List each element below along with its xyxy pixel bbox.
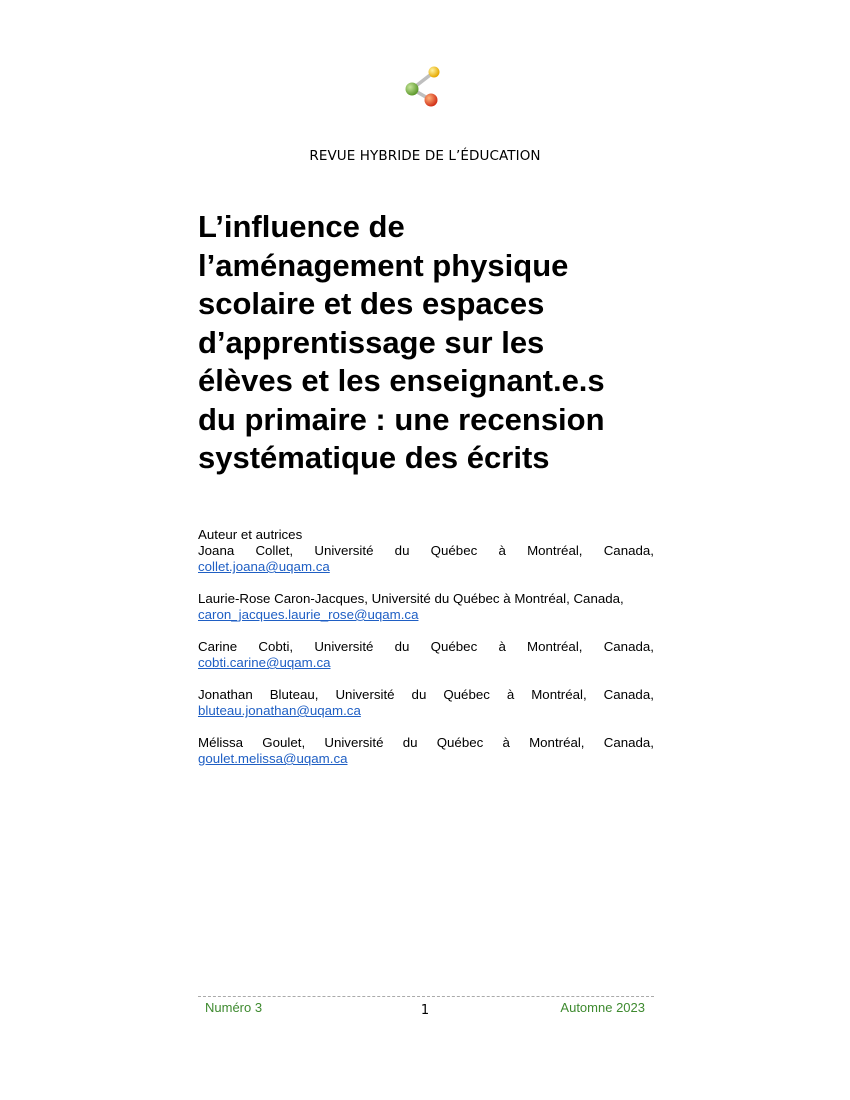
affiliation-word: Canada, [603,687,654,702]
affiliation-word: Cobti, [258,639,294,654]
affiliation-word: Canada, [603,639,654,654]
affiliation-word: du [394,543,410,558]
authors-heading: Auteur et autrices [198,527,303,542]
affiliation-word: Québec [436,735,484,750]
author-affiliation [198,639,654,655]
title-line: l’aménagement physique [198,247,569,283]
affiliation-word: à [498,543,506,558]
affiliation-word: du [394,639,410,654]
molecule-logo-icon [398,62,448,112]
title-line: scolaire et des espaces [198,286,545,321]
author-list [198,527,654,783]
issue-season: Automne 2023 [560,1000,645,1015]
journal-name: REVUE HYBRIDE DE L’ÉDUCATION [309,148,541,164]
affiliation-word: Mélissa [198,735,244,750]
footer-divider [198,996,654,997]
author-entry [198,687,654,719]
title-line: du primaire : une recension [198,401,605,437]
affiliation-word: Université [314,543,374,558]
affiliation-word: Université [335,687,395,702]
author-entry [198,639,654,671]
affiliation-word: Canada, [603,543,654,558]
affiliation-word: Canada, [603,735,654,750]
affiliation-word: Montréal, [531,687,587,702]
author-email-link[interactable]: collet.joana@uqam.ca [198,559,330,574]
affiliation-word: Québec [430,543,478,558]
page-number: 1 [420,1003,430,1018]
affiliation-word: Collet, [255,543,294,558]
affiliation-word: Jonathan [198,687,253,702]
journal-logo [398,62,448,112]
affiliation-word: Montréal, [527,543,583,558]
title-line: d’apprentissage sur les [198,324,545,360]
affiliation-word: à [498,639,506,654]
article-title [198,208,658,478]
author-affiliation [198,687,654,703]
author-email-link[interactable]: bluteau.jonathan@uqam.ca [198,703,361,718]
affiliation-word: Montréal, [529,735,585,750]
author-entry [198,591,654,623]
affiliation-word: Université [314,639,374,654]
title-line: élèves et les enseignant.e.s [198,363,605,398]
affiliation-word: Université [324,735,384,750]
affiliation-word: du [411,687,427,702]
author-affiliation: Laurie-Rose Caron-Jacques, Université du Québec à Montréal, Canada, [198,591,624,606]
affiliation-word: Montréal, [527,639,583,654]
affiliation-word: Québec [443,687,490,702]
title-line: L’influence de [198,209,405,244]
affiliation-word: à [506,687,515,702]
affiliation-word: Goulet, [262,735,306,750]
author-affiliation [198,543,654,559]
affiliation-word: à [502,735,510,750]
issue-number: Numéro 3 [205,1000,263,1015]
author-entry [198,735,654,767]
author-email-link[interactable]: cobti.carine@uqam.ca [198,655,331,670]
affiliation-word: du [402,735,418,750]
author-email-link[interactable]: caron_jacques.laurie_rose@uqam.ca [198,607,419,622]
affiliation-word: Carine [198,639,238,654]
author-affiliation [198,735,654,751]
affiliation-word: Québec [430,639,478,654]
author-email-link[interactable]: goulet.melissa@uqam.ca [198,751,348,766]
title-line: systématique des écrits [198,440,550,475]
affiliation-word: Joana [198,543,235,558]
author-entry [198,543,654,575]
affiliation-word: Bluteau, [269,687,319,702]
